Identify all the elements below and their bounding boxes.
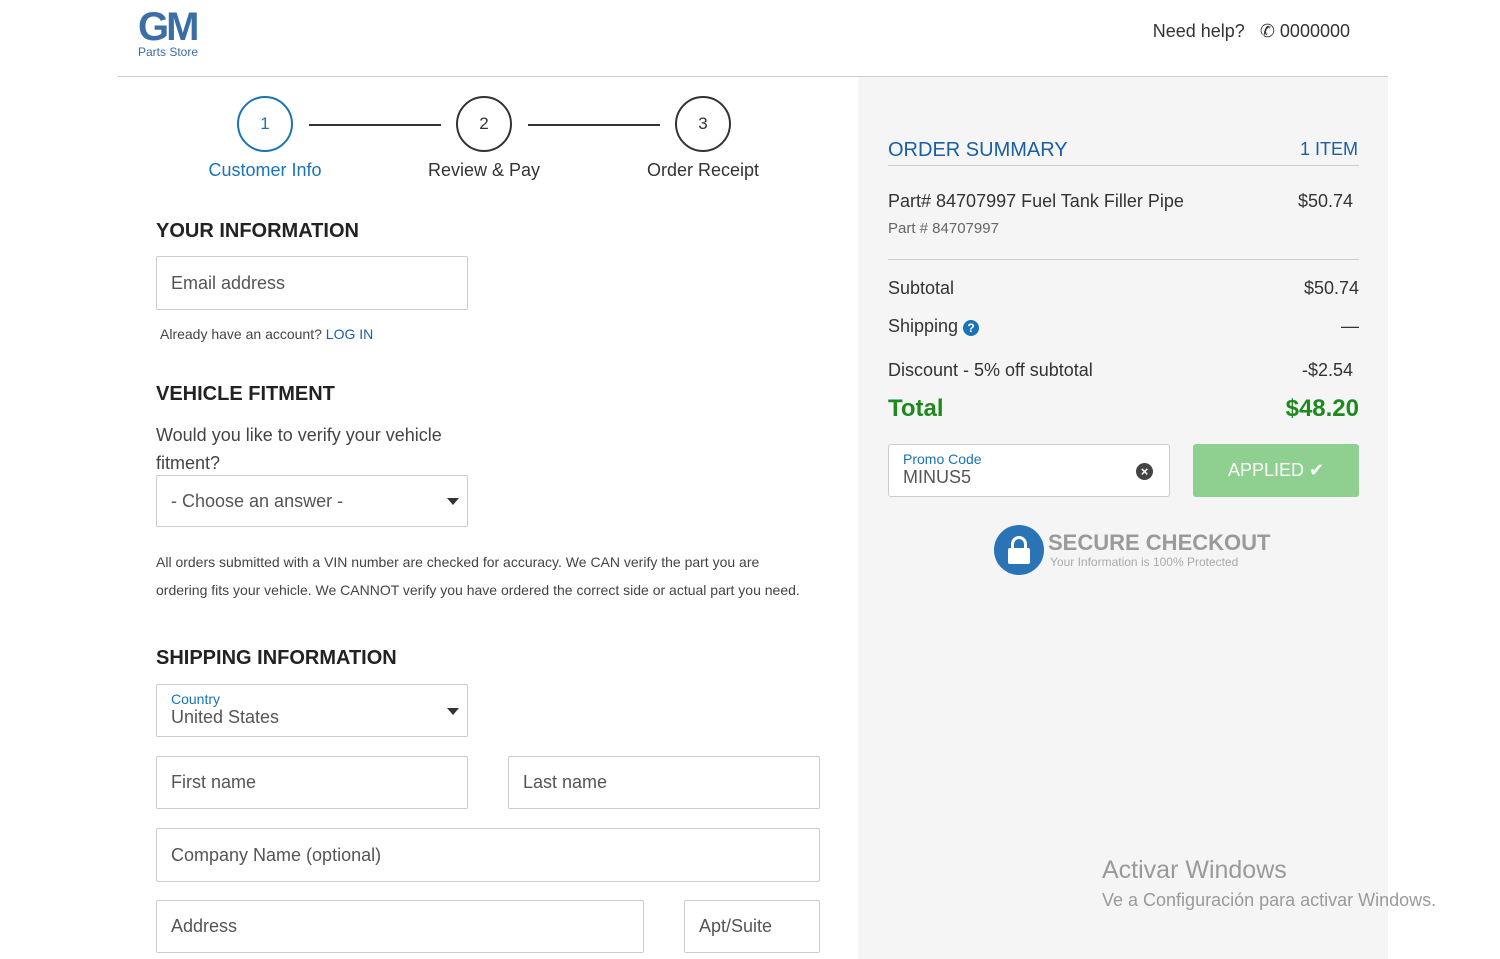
phone-link[interactable]: 0000000 <box>1279 21 1350 41</box>
windows-activation-title: Activar Windows <box>1102 856 1287 884</box>
help-icon[interactable]: ? <box>963 320 979 336</box>
login-link[interactable]: LOG IN <box>325 326 374 342</box>
last-name-input[interactable]: Last name <box>508 756 820 809</box>
lock-icon <box>994 525 1044 575</box>
first-name-input[interactable]: First name <box>156 756 468 809</box>
shipping-value: — <box>1341 316 1359 336</box>
order-summary-title: ORDER SUMMARY <box>888 139 1068 161</box>
divider <box>888 165 1359 166</box>
vehicle-fitment-heading: VEHICLE FITMENT <box>156 383 335 405</box>
phone-icon: ✆ <box>1259 21 1275 41</box>
total-value: $48.20 <box>1285 395 1359 422</box>
promo-code-input[interactable]: Promo Code MINUS5 × <box>888 444 1170 497</box>
step-review-pay: 2 Review & Pay <box>404 96 564 181</box>
chevron-down-icon <box>447 708 459 715</box>
country-select[interactable]: Country United States <box>156 684 468 737</box>
apt-input[interactable]: Apt/Suite <box>684 900 820 953</box>
gm-parts-store-logo[interactable]: GM Parts Store <box>138 5 199 59</box>
item-part-number: Part # 84707997 <box>888 220 999 237</box>
secure-checkout-subtitle: Your Information is 100% Protected <box>1050 555 1239 569</box>
your-information-heading: YOUR INFORMATION <box>156 220 359 242</box>
subtotal-value: $50.74 <box>1303 278 1359 298</box>
vin-note: All orders submitted with a VIN number are checked for accuracy. We CAN verify the part you are ordering fits your vehicle. We CANNOT verify you have ordered the correct side or actual part you need. <box>156 554 800 598</box>
address-input[interactable]: Address <box>156 900 644 953</box>
checkout-steps <box>160 96 810 186</box>
company-input[interactable]: Company Name (optional) <box>156 828 820 882</box>
item-count: 1 ITEM <box>1299 139 1358 159</box>
header <box>118 0 1388 77</box>
discount-value: -$2.54 <box>1301 360 1353 380</box>
fitment-question: Would you like to verify your vehicle fitment? <box>156 425 442 473</box>
chevron-down-icon <box>447 498 459 505</box>
shipping-information-heading: SHIPPING INFORMATION <box>156 647 397 669</box>
secure-checkout-title: SECURE CHECKOUT <box>1048 530 1271 555</box>
step-customer-info: 1 Customer Info <box>185 96 345 181</box>
shipping-label: Shipping ? <box>888 316 979 337</box>
item-price: $50.74 <box>1297 191 1353 211</box>
step-order-receipt: 3 Order Receipt <box>623 96 783 181</box>
fitment-select[interactable]: - Choose an answer - <box>156 475 468 527</box>
subtotal-label: Subtotal <box>888 278 955 298</box>
account-prompt: Already have an account? LOG IN <box>160 326 374 342</box>
clear-icon[interactable]: × <box>1136 463 1153 480</box>
item-name: Part# 84707997 Fuel Tank Filler Pipe <box>888 191 1184 211</box>
discount-label: Discount - 5% off subtotal <box>888 360 1093 380</box>
total-label: Total <box>888 395 944 422</box>
email-input[interactable]: Email address <box>156 256 468 310</box>
windows-activation-subtitle: Ve a Configuración para activar Windows. <box>1102 890 1437 910</box>
divider <box>888 259 1359 260</box>
applied-button[interactable]: APPLIED ✔ <box>1193 444 1359 497</box>
help-contact: Need help? ✆ 0000000 <box>1152 21 1350 41</box>
